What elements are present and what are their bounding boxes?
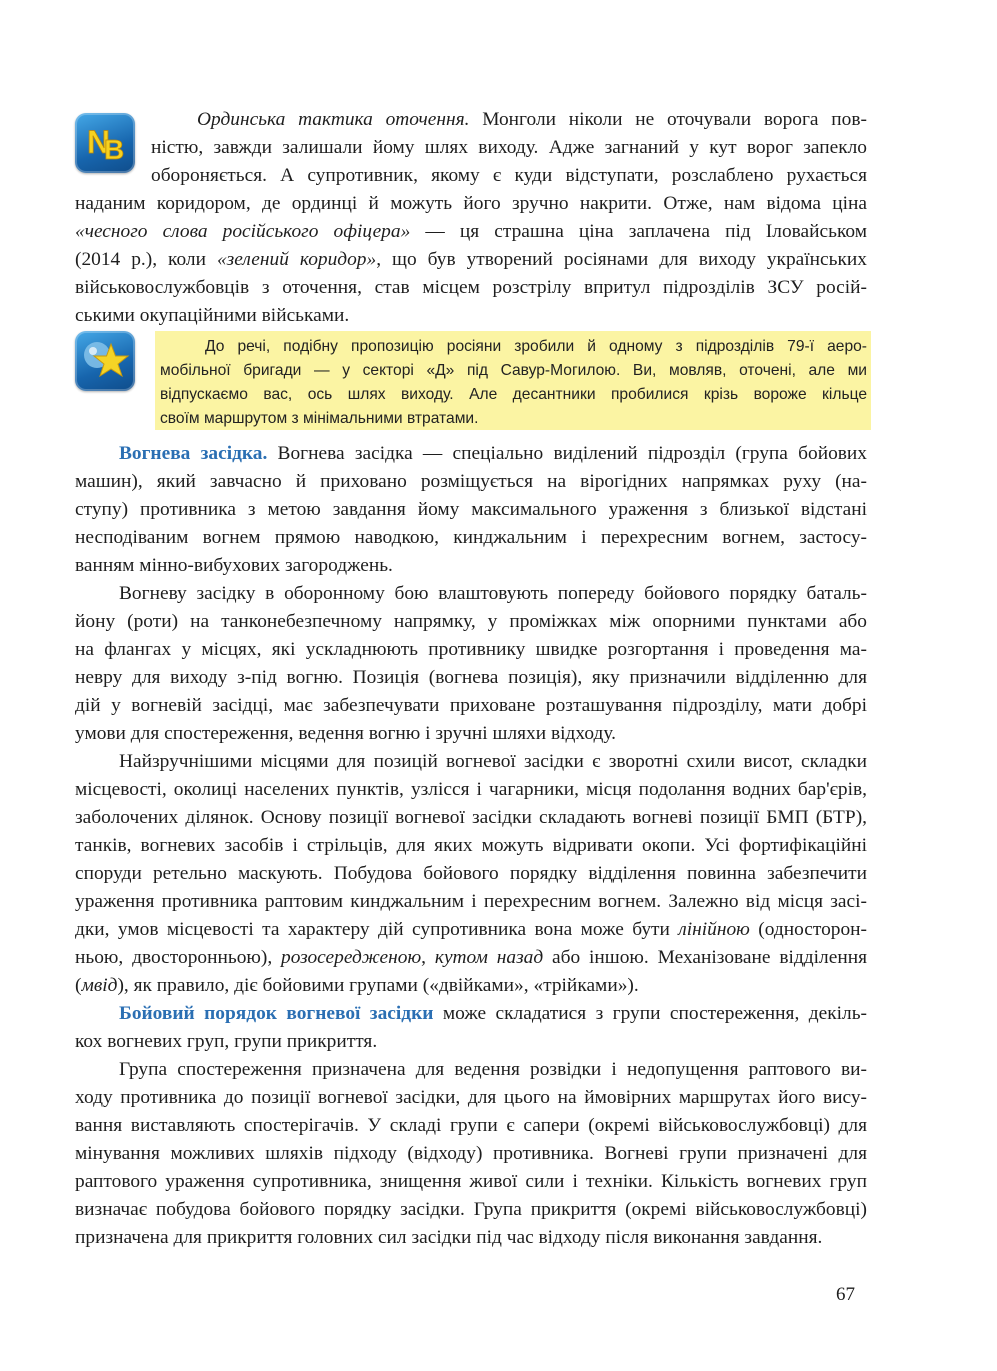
text-line: військовослужбовців з оточення, став місцем розстрілу впритул підрозділів ЗСУ росій- <box>75 277 867 298</box>
text-span: ньою, двосторонньою), <box>75 947 282 968</box>
italic-term: розосередженою <box>281 947 422 968</box>
text-line: призначена для прикриття головних сил засідки під час відходу після виконання завдання. <box>75 1227 823 1248</box>
text-line <box>75 916 867 945</box>
italic-quote: «чесного слова російського офіцера» <box>75 221 411 242</box>
text-line: невру для виходу з-під вогню. Позиція (вогнева позиція), яку призначили відділенню для <box>75 667 867 688</box>
text-line: ураження противника раптовим кинджальним і перехресним вогнем. Залежно від місця засі- <box>75 891 867 912</box>
text-line: заболочених ділянок. Основу позиції вогневої засідки складають вогневі позиції БМП (БТР), <box>75 807 867 828</box>
text-line: визначає побудова бойового порядку засідки. Група прикриття (окремі військовослужбовці) <box>75 1199 867 1220</box>
text-line <box>119 1000 867 1029</box>
text-line: кох вогневих груп, групи прикриття. <box>75 1031 378 1052</box>
fact-line: До речі, подібну пропозицію росіяни зробили й одному з підрозділів 79-ї аеро- <box>205 338 867 355</box>
text-line: Найзручнішими місцями для позицій вогневої засідки є зворотні схили висот, складки <box>119 751 867 772</box>
text-line: ванням мінно-вибухових загороджень. <box>75 555 393 576</box>
text-line <box>197 106 867 135</box>
section-heading: Вогнева засідка. <box>119 443 268 464</box>
text-line <box>75 246 867 275</box>
text-line: Вогневу засідку в оборонному бою влаштовують попереду бойового порядку баталь- <box>119 583 867 604</box>
text-line: йону (роти) на танконебезпечному напрямку, у проміжках між опорними пунктами або <box>75 611 867 632</box>
star-icon <box>75 331 135 391</box>
nb-icon <box>75 113 135 173</box>
text-span: або іншою. Механізоване відділення <box>543 947 867 968</box>
text-line: місцевості, околиці населених пунктів, узлісся і чагарники, місця подолання водних бар'єрів, <box>75 779 867 800</box>
text-line: несподіваним вогнем прямою наводкою, кинджальним і перехресним вогнем, застосу- <box>75 527 867 548</box>
text-line: споруди ретельно маскують. Побудова бойового порядку відділення повинна забезпечити <box>75 863 867 884</box>
fact-line: відпускаємо вас, ось шлях виходу. Але десантники пробилися крізь вороже кільце <box>160 386 867 403</box>
svg-text:B: B <box>104 134 125 165</box>
text-span: (односторон- <box>749 919 867 940</box>
text-span: дки, умов місцевості та характеру дій супротивника вона може бути <box>75 919 679 940</box>
text-span: може складатися з групи спостереження, декіль- <box>433 1003 867 1024</box>
text-span: ( <box>75 975 82 996</box>
text-span: , що був утворений росіянами для виходу українських <box>376 249 867 270</box>
text-line: Група спостереження призначена для ведення розвідки і недопущення раптового ви- <box>119 1059 867 1080</box>
text-line: танків, вогневих засобів і стрільців, для яких можуть відривати окопи. Усі фортифікаційні <box>75 835 867 856</box>
text-line <box>75 944 867 973</box>
svg-text:N: N <box>87 124 111 160</box>
text-line <box>75 218 867 247</box>
italic-term: кутом назад <box>434 947 544 968</box>
text-line: на флангах у місцях, які ускладнюють противнику швидке розгортання і проведення ма- <box>75 639 867 660</box>
text-line <box>119 440 867 469</box>
text-line: ступу) противника з метою завдання йому максимального ураження з близької відстані <box>75 499 867 520</box>
italic-term: Ординська тактика оточення. <box>197 109 470 130</box>
text-line: машин), який завчасно й приховано розміщується на вірогідних напрямках руху (на- <box>75 471 867 492</box>
text-line: обороняється. А супротивник, якому є куди відступати, розслаблено рухається <box>151 165 867 186</box>
text-span: Монголи ніколи не оточували ворога пов- <box>469 109 867 130</box>
text-line <box>75 972 867 1001</box>
text-line: ністю, завжди залишали йому шлях виходу. Адже загнаний у кут ворог запекло <box>151 137 867 158</box>
text-line: ходу противника до позиції вогневої засідки, для цього на ймовірних маршрутах його вису- <box>75 1087 867 1108</box>
fact-line: своїм маршрутом з мінімальними втратами. <box>160 410 479 427</box>
text-span: ), як правило, діє бойовими групами («двійками», «трійками»). <box>117 975 639 996</box>
italic-term: мвід <box>81 975 118 996</box>
text-span: , <box>421 947 435 968</box>
text-line: ськими окупаційними військами. <box>75 305 350 326</box>
fact-line: мобільної бригади — у секторі «Д» під Савур-Могилою. Ви, мовляв, оточені, але ми <box>160 362 867 379</box>
page-number: 67 <box>836 1284 855 1305</box>
text-line: вання виставляють спостерігачів. У складі групи є сапери (окремі військовослужбовці) для <box>75 1115 867 1136</box>
italic-term: лінійною <box>678 919 750 940</box>
text-span: — ця страшна ціна заплачена під Іловайськом <box>410 221 868 242</box>
italic-quote: «зелений коридор» <box>216 249 377 270</box>
text-span: (2014 р.), коли <box>75 249 217 270</box>
text-line: умови для спостереження, ведення вогню і зручні шляхи відходу. <box>75 723 616 744</box>
text-line: раптового ураження супротивника, знищення живої сили і техніки. Кількість вогневих груп <box>75 1171 867 1192</box>
text-line: мінування можливих шляхів підходу (відходу) противника. Вогневі групи призначені для <box>75 1143 867 1164</box>
text-span: Вогнева засідка — спеціально виділений підрозділ (група бойових <box>267 443 867 464</box>
text-line: дій у вогневій засідці, має забезпечувати приховане розташування підрозділу, мати добрі <box>75 695 867 716</box>
section-heading: Бойовий порядок вогневої засідки <box>119 1003 434 1024</box>
text-line: наданим коридором, де ординці й можуть його зручно накрити. Отже, нам відома ціна <box>75 193 867 214</box>
